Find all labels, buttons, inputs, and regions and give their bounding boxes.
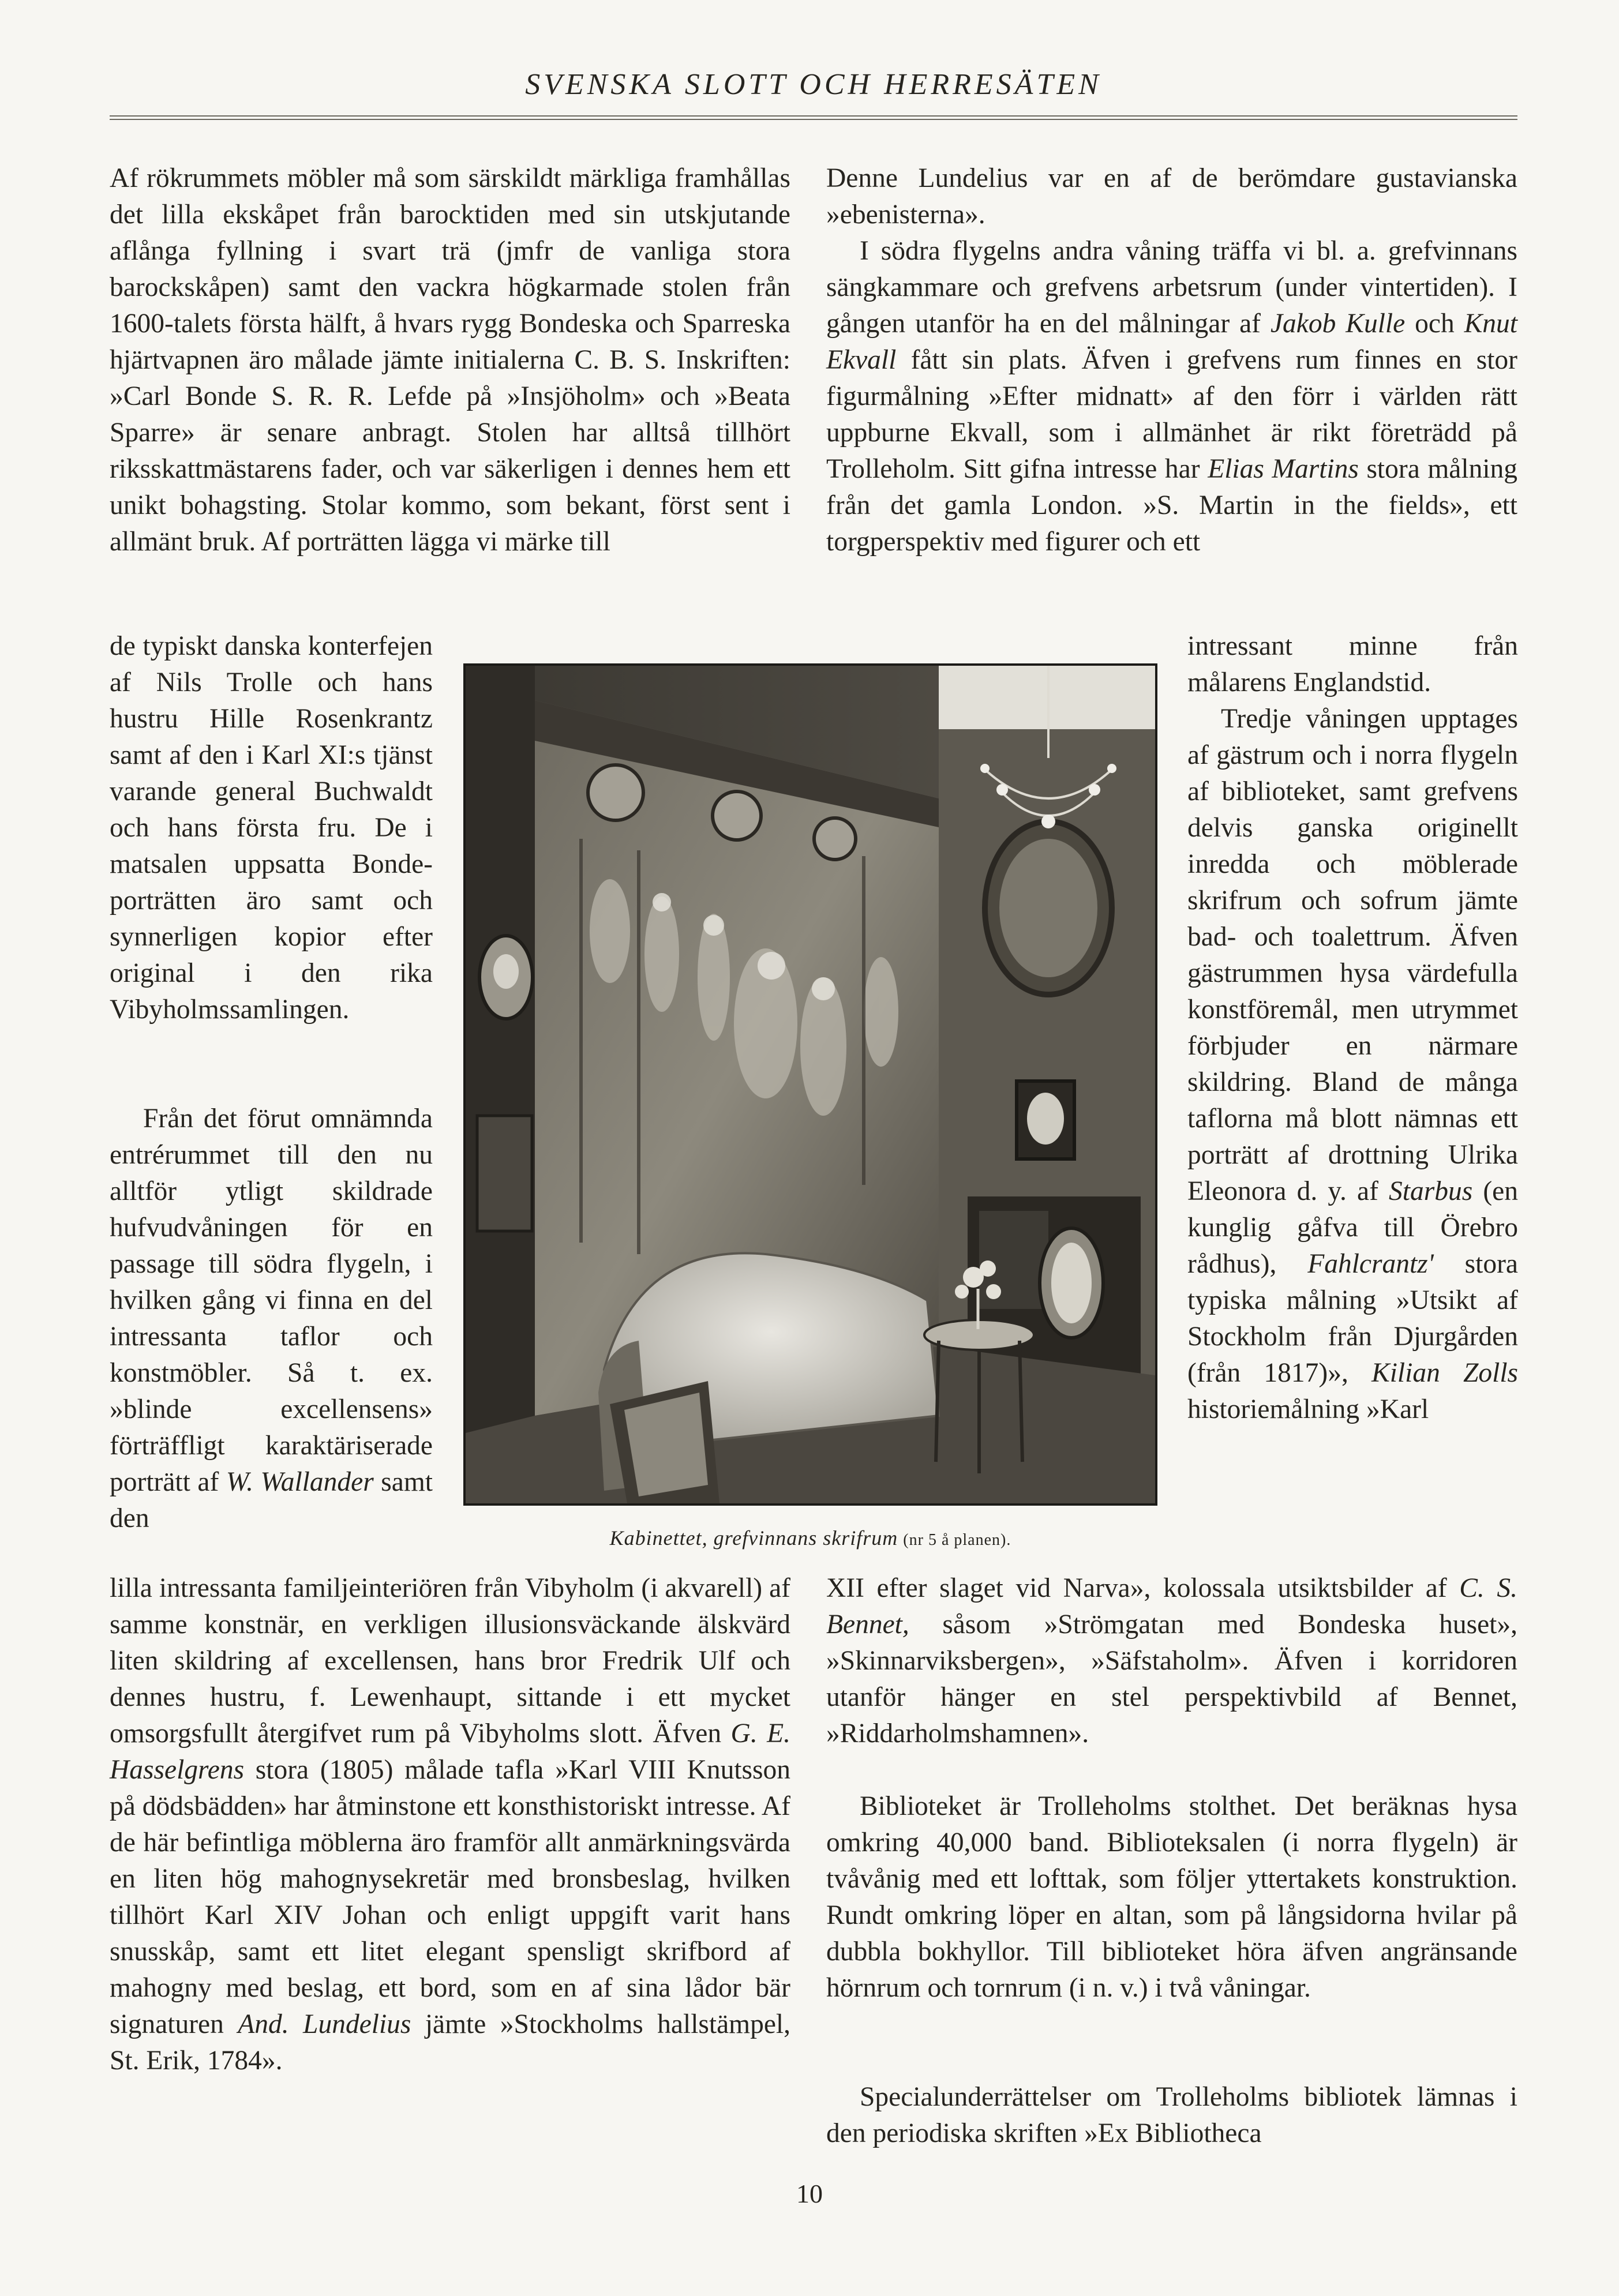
artist-name-kulle: Jakob Kulle	[1270, 309, 1406, 339]
running-title: SVENSKA SLOTT OCH HERRESÄTEN	[525, 68, 1102, 101]
interior-photograph-drawing	[466, 666, 1155, 1503]
right-paragraph-4: Biblioteket är Trolleholms stolthet. Det beräknas hysa omkring 40,000 band. Biblioteksalen (i norra flygeln) är tvåvånig med ett lofttak, som följer yttertakets konstruktion. Rundt omkring löper en altan, som på långsidorna hvilar på dubbla bokhyllor. Till biblioteket höra äfven angränsande hörnrum och tornrum (i n. v.) i två våningar.	[826, 1791, 1517, 2003]
left-paragraph-1-narrow: de typiskt danska konterfejen af Nils Trolle och hans hustru Hille Rosenkrantz samt af den i Karl XI:s tjänst varande general Buchwaldt och hans första fru. De i matsalen uppsatta Bonde-porträtten äro samt och synnerligen kopior efter original i den rika Vibyholmssamlingen.	[110, 631, 433, 1025]
right-paragraph-3-b: (en kunglig gåfva till Örebro rådhus),	[1187, 1176, 1519, 1279]
artist-name-starbus: Starbus	[1389, 1176, 1473, 1206]
left-paragraph-2-text: Från det förut omnämnda entrérummet till den nu alltför ytligt skildrade hufvudvåningen för en passage till södra flygeln, i hvilken gång vi finna en del intressanta taflor och konstmöbler. Så t. ex. »blinde excellensens» förträffligt karaktäriserade porträtt af	[110, 1104, 433, 1497]
left-paragraph-2-wide-b: stora (1805) målade tafla »Karl VIII Knutsson på dödsbädden» har åtminstone ett konsthistoriskt intresse. Af de här befintliga möblerna äro framför allt anmärkningsvärda en liten hög mahognysekretär med bronsbeslag, hvilken tillhört Karl XIV Johan och enligt uppgift varit hans snusskåp, samt ett litet elegant spensligt skrifbord af mahogny med beslag, ett bord, som en af sina lådor bär signaturen	[110, 1755, 790, 2039]
right-paragraph-3-wide	[826, 1570, 1517, 1752]
header-rule	[110, 115, 1517, 120]
interior-photograph	[463, 663, 1157, 1506]
right-paragraph-3-d: historiemålning »Karl	[1187, 1394, 1429, 1424]
right-paragraph-5: Specialunderrättelser om Trolleholms bibliotek lämnas i den periodiska skriften »Ex Bibliotheca	[826, 2082, 1517, 2148]
right-paragraph-2-c: fått sin plats. Äfven i grefvens rum finnes en stor figurmålning »Efter midnatt» af den förr i världen rätt uppburne Ekvall, som i allmänhet är rikt företrädd på Trolleholm. Sitt gifna intresse har	[826, 345, 1518, 484]
left-paragraph-2-tail: samt den	[110, 1467, 433, 1533]
right-paragraph-2-b: och	[1415, 309, 1455, 339]
right-paragraph-2-a: I södra flygelns andra våning träffa vi bl. a. grefvinnans sängkammare och grefvens arbetsrum (under vintertiden). I gången utanför ha en del målningar af	[826, 236, 1517, 339]
left-paragraph-1-top: Af rökrummets möbler må som särskildt märkliga framhållas det lilla ekskåpet från barocktiden med sin utskjutande aflånga fyllning i svart trä (jmfr de vanliga stora barockskåpen) samt den vackra högkarmade stolen från 1600-talets första hälft, å hvars rygg Bondeska och Sparreska hjärtvapnen äro målade jämte initialerna C. B. S. Inskriften: »Carl Bonde S. R. R. Lefde på »Insjöholm» och »Beata Sparre» är senare anbragt. Stolen har alltså tillhört riksskattmästarens fader, och var säkerligen i dennes hem ett unikt bohagsting. Stolar kommo, som bekant, först sent i allmänt bruk. Af porträtten lägga vi märke till	[110, 163, 790, 557]
artist-name-bennet: C. S. Bennet,	[826, 1573, 1517, 1640]
artist-name-hasselgren: G. E. Hasselgrens	[110, 1719, 791, 1785]
right-paragraph-1: Denne Lundelius var en af de berömdare gustavianska »ebenisterna».	[826, 163, 1517, 230]
right-paragraph-3-c: stora typiska målning »Utsikt af Stockholm från Djurgården (från 1817)»,	[1187, 1249, 1518, 1388]
figure-caption-ref: (nr 5 å planen).	[903, 1531, 1011, 1549]
right-paragraph-3-narrow	[1187, 701, 1518, 1428]
left-paragraph-2-wide-a: lilla intressanta familjeinteriören från Vibyholm (i akvarell) af samme konstnär, en verkligen illusionsväckande älskvärd liten skildring af excellensen, hans bror Fredrik Ulf och dennes hustru, f. Lewenhaupt, sittande i ett mycket omsorgsfullt återgifvet rum på Vibyholms slott. Äfven	[110, 1573, 790, 1749]
figure-caption-text: Kabinettet, grefvinnans skrifrum	[609, 1526, 898, 1550]
left-paragraph-2-wide-c: jämte »Stockholms hallstämpel, St. Erik, 1784».	[110, 2009, 791, 2076]
artist-name-fahlcrantz: Fahlcrantz'	[1307, 1249, 1434, 1279]
right-paragraph-3-a: Tredje våningen upptages af gästrum och i norra flygeln af biblioteket, samt grefvens delvis ganska originellt inredda och möblerade skrifrum och sofrum jämte bad- och toalettrum. Äfven gästrummen hysa värdefulla konstföremål, men utrymmet förbjuder en närmare skildring. Bland de många taflorna må blott nämnas ett porträtt af drottning Ulrika Eleonora d. y. af	[1187, 704, 1518, 1206]
left-paragraph-2-narrow	[110, 1101, 433, 1537]
right-paragraph-3-wide-b: såsom »Strömgatan med Bondeska huset», »Skinnarviksbergen», »Säfstaholm». Äfven i korridoren utanför hänger en stel perspektivbild af Bennet, »Riddarholmshamnen».	[826, 1610, 1517, 1749]
figure-caption	[463, 1524, 1157, 1554]
right-paragraph-2	[826, 233, 1517, 560]
right-paragraph-3-wide-a: XII efter slaget vid Narva», kolossala utsiktsbilder af	[826, 1573, 1447, 1603]
maker-name-lundelius: And. Lundelius	[238, 2009, 411, 2039]
artist-name-martin: Elias Martins	[1208, 454, 1359, 484]
right-paragraph-2-d: stora målning från det gamla London. »S. Martin in the fields», ett torgperspektiv med figurer och ett	[826, 454, 1518, 557]
page-number: 10	[796, 2179, 823, 2208]
artist-name-wallander: W. Wallander	[226, 1467, 374, 1497]
artist-name-zoll: Kilian Zolls	[1371, 1358, 1519, 1388]
left-paragraph-2-wide	[110, 1570, 790, 2079]
artist-name-ekvall: Knut Ekvall	[826, 309, 1518, 375]
right-paragraph-2-narrow: intressant minne från målarens Englandstid.	[1187, 631, 1518, 697]
